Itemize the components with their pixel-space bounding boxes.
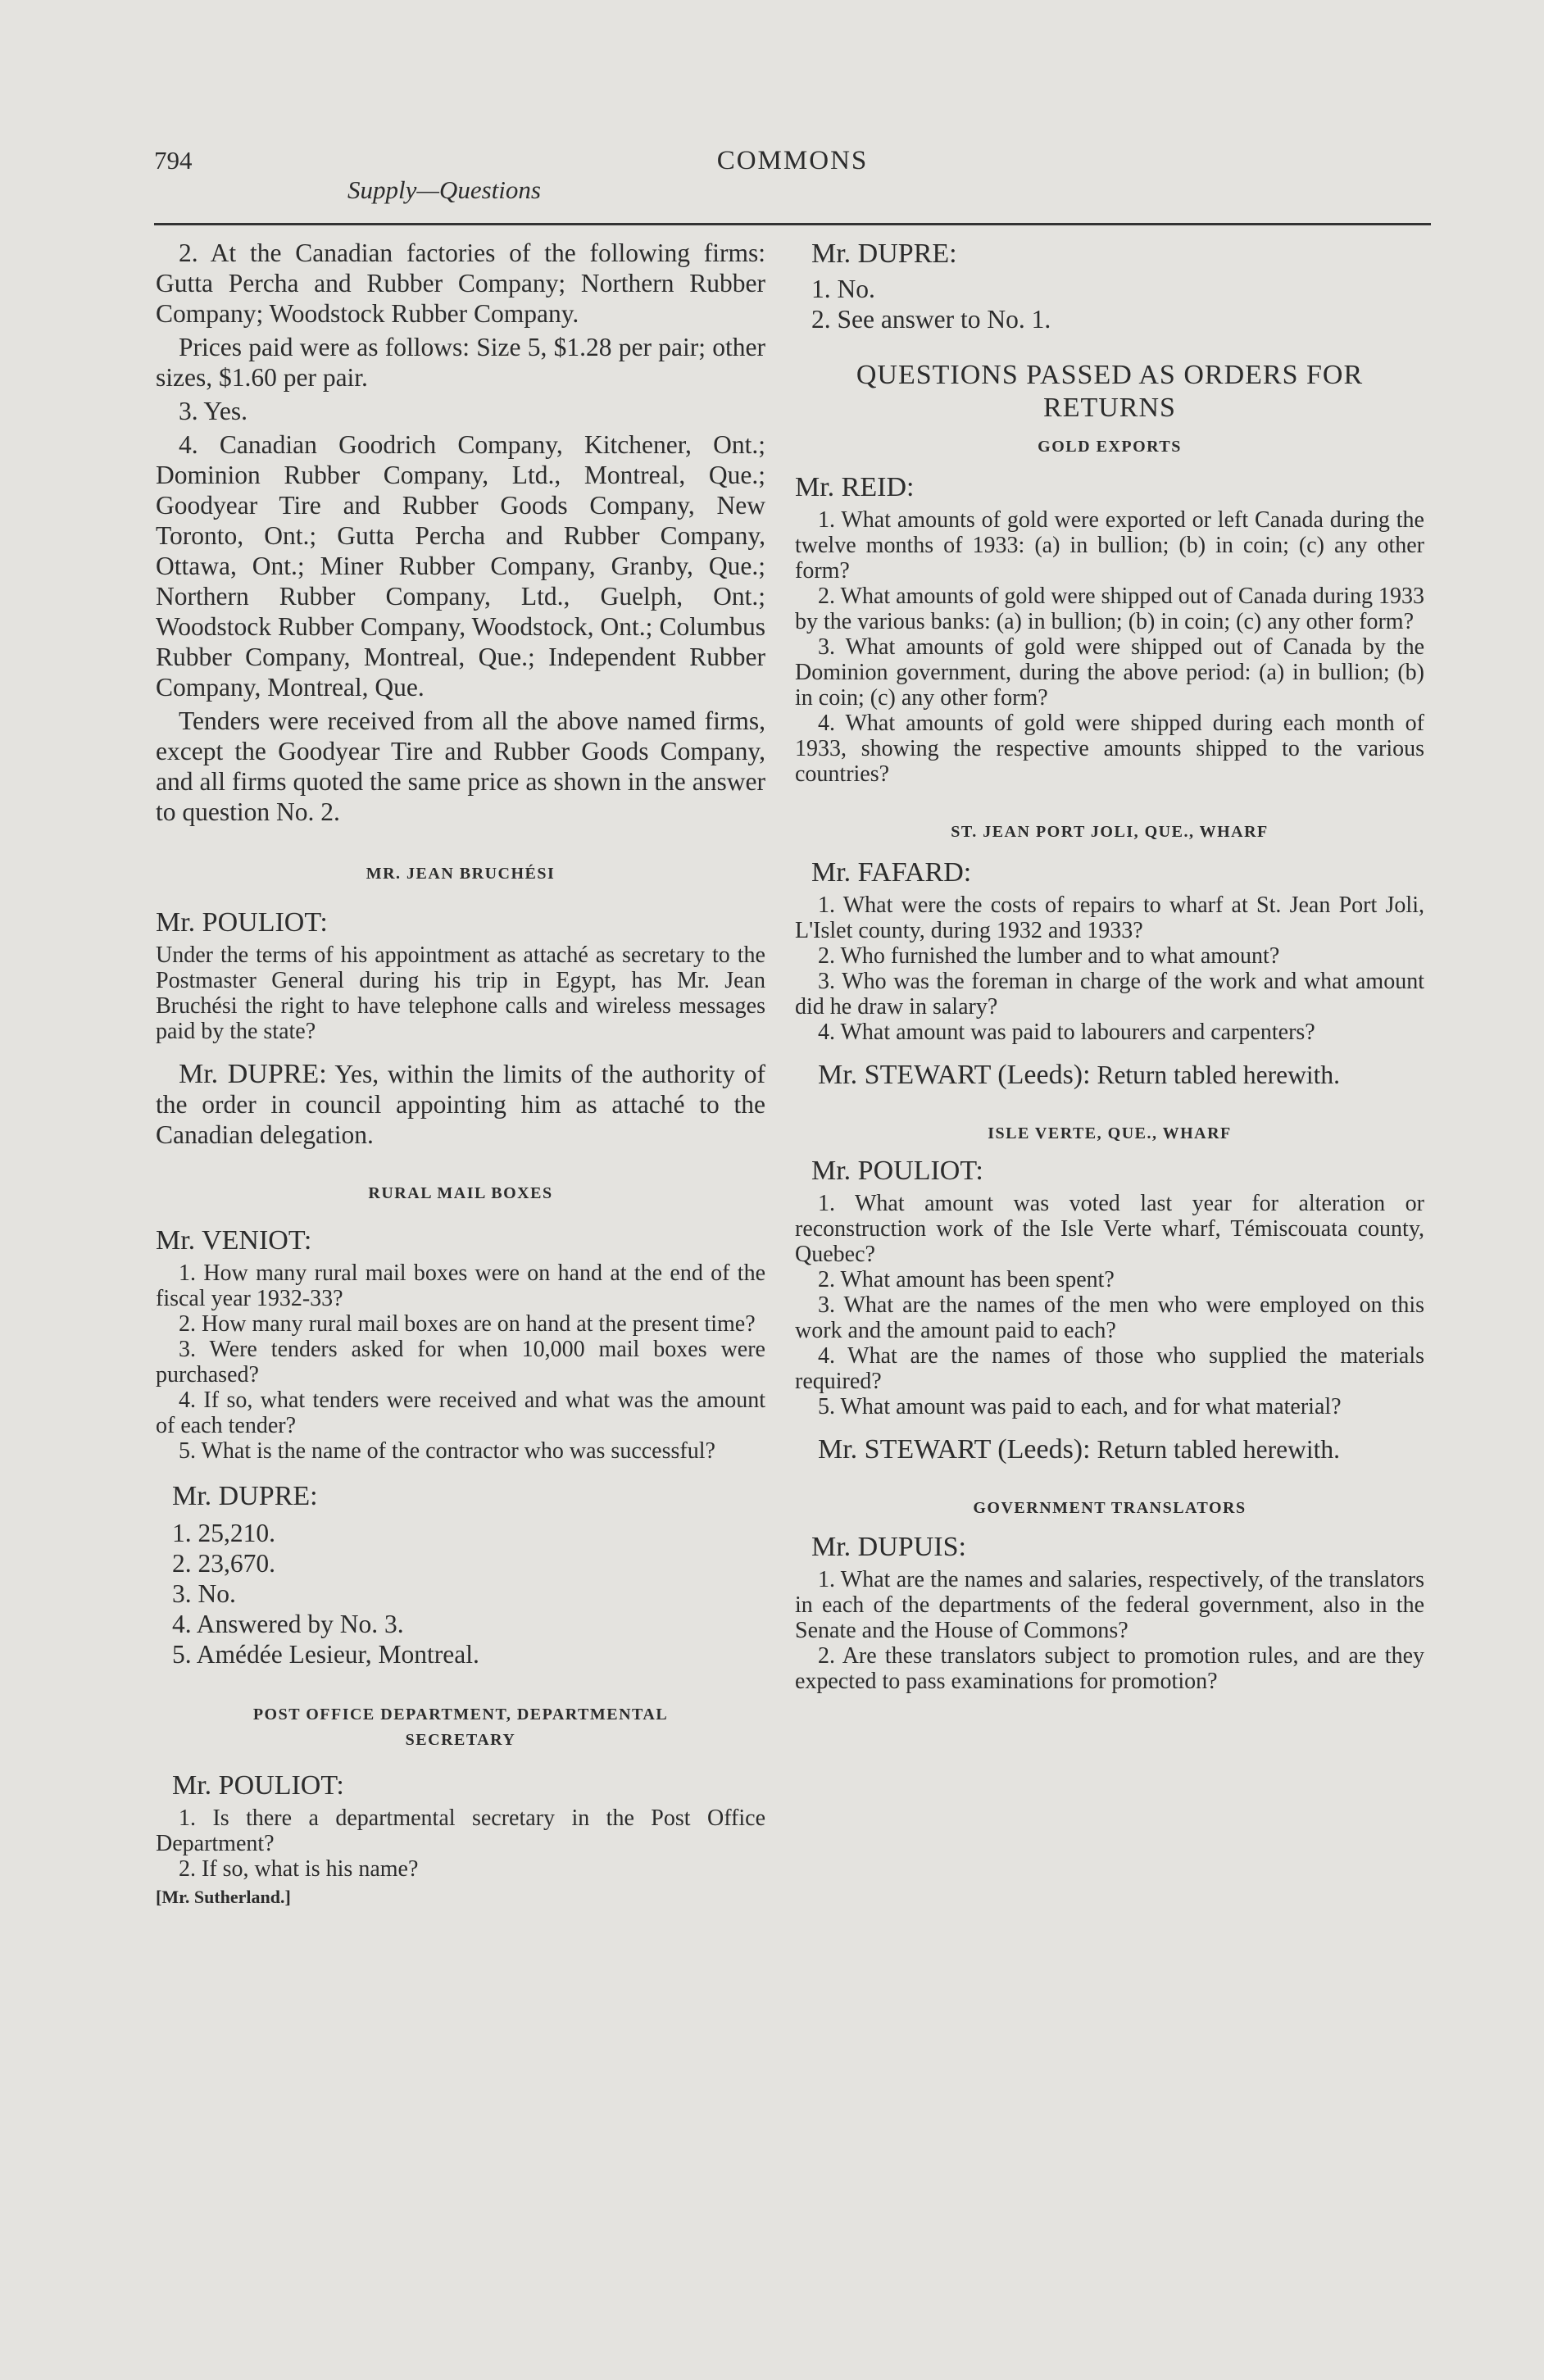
list-item: 2. 23,670. (172, 1549, 275, 1578)
section-heading: ST. JEAN PORT JOLI, QUE., WHARF (951, 823, 1269, 841)
question: 3. What amounts of gold were shipped out of Canada by the Dominion government, during the above period: (a) in bullion; (b) in coin; (c) any other form? (795, 634, 1424, 711)
question: 3. Were tenders asked for when 10,000 mail boxes were purchased? (156, 1337, 765, 1388)
question: 3. Who was the foreman in charge of the work and what amount did he draw in salary? (795, 969, 1424, 1020)
left-column (156, 238, 765, 1908)
speaker: Mr. DUPUIS: (811, 1532, 966, 1562)
question: 2. Are these translators subject to promotion rules, and are they expected to pass examinations for promotion? (795, 1643, 1424, 1694)
section-heading: MR. JEAN BRUCHÉSI (366, 865, 556, 883)
list-item: 3. No. (172, 1579, 236, 1608)
question: 1. What amount was voted last year for alteration or reconstruction work of the Isle Verte wharf, Témiscouata county, Quebec? (795, 1191, 1424, 1267)
speaker: Mr. DUPRE: (172, 1481, 318, 1511)
question: 5. What is the name of the contractor who was successful? (179, 1438, 715, 1464)
question: 2. How many rural mail boxes are on hand at the present time? (179, 1311, 756, 1337)
question: 2. If so, what is his name? (179, 1856, 419, 1882)
list-item: 1. 25,210. (172, 1519, 275, 1547)
question: 1. What amounts of gold were exported or left Canada during the twelve months of 1933: (a) in bullion; (b) in coin; (c) any other form? (795, 507, 1424, 584)
question: 2. What amount has been spent? (818, 1267, 1115, 1292)
list-item: 2. See answer to No. 1. (811, 305, 1051, 334)
paragraph: Prices paid were as follows: Size 5, $1.28 per pair; other sizes, $1.60 per pair. (156, 333, 765, 392)
question: 1. How many rural mail boxes were on hand at the end of the fiscal year 1932-33? (156, 1260, 765, 1311)
speaker: Mr. POULIOT: (811, 1156, 983, 1186)
question: 1. What were the costs of repairs to wharf at St. Jean Port Joli, L'Islet county, during 1932 and 1933? (795, 892, 1424, 943)
question: 5. What amount was paid to each, and for what material? (818, 1394, 1342, 1419)
question: 4. What amounts of gold were shipped during each month of 1933, showing the respective amounts shipped to the various countries? (795, 711, 1424, 787)
list-item: 4. Answered by No. 3. (172, 1610, 404, 1638)
speaker: Mr. FAFARD: (811, 857, 972, 888)
section-heading: POST OFFICE DEPARTMENT, DEPARTMENTAL (252, 1706, 669, 1724)
header-rule (154, 223, 1431, 225)
answer-text: Return tabled herewith. (1090, 1435, 1340, 1464)
section-title: QUESTIONS PASSED AS ORDERS FOR RETURNS (856, 360, 1364, 423)
speaker: Mr. DUPRE: (179, 1059, 327, 1089)
question: 1. What are the names and salaries, respectively, of the translators in each of the departments of the federal government, also in the Senate and the House of Commons? (795, 1567, 1424, 1643)
subject-line: Supply—Questions (347, 175, 541, 204)
speaker: Mr. DUPRE: (811, 238, 957, 269)
question: 4. What amount was paid to labourers and carpenters? (818, 1020, 1315, 1045)
answer-text: Yes, within the limits of the authority of the order in council appointing him as attaché to the Canadian delegation. (156, 1060, 765, 1149)
paragraph: 2. At the Canadian factories of the following firms: Gutta Percha and Rubber Company; Northern Rubber Company; Woodstock Rubber Company. (156, 238, 765, 328)
page-number: 794 (154, 146, 193, 175)
speaker: Mr. REID: (795, 472, 915, 502)
speaker: Mr. STEWART (Leeds): (818, 1060, 1091, 1090)
paragraph: Tenders were received from all the above named firms, except the Goodyear Tire and Rubber Goods Company, and all firms quoted the same price as shown in the answer to question No. 2. (156, 706, 765, 826)
question: Under the terms of his appointment as attaché as secretary to the Postmaster General during his trip in Egypt, has Mr. Jean Bruchési the right to have telephone calls and wireless messages paid by the state? (156, 942, 765, 1044)
question: 2. Who furnished the lumber and to what amount? (818, 943, 1280, 969)
question: 3. What are the names of the men who were employed on this work and the amount paid to each? (795, 1292, 1424, 1343)
section-heading: GOVERNMENT TRANSLATORS (973, 1499, 1247, 1517)
speaker: Mr. STEWART (Leeds): (818, 1434, 1091, 1465)
section-heading: ISLE VERTE, QUE., WHARF (988, 1124, 1232, 1142)
right-column (795, 238, 1424, 1694)
list-item: 5. Amédée Lesieur, Montreal. (172, 1640, 479, 1669)
section-heading: GOLD EXPORTS (1038, 438, 1182, 456)
answer-text: Return tabled herewith. (1090, 1061, 1340, 1089)
section-heading: SECRETARY (405, 1731, 516, 1749)
page-note: [Mr. Sutherland.] (156, 1887, 291, 1907)
answer (795, 1060, 1424, 1090)
running-head: COMMONS (716, 146, 869, 175)
speaker: Mr. POULIOT: (156, 907, 328, 938)
answer (156, 1059, 765, 1150)
section-heading: RURAL MAIL BOXES (368, 1184, 553, 1202)
question: 4. If so, what tenders were received and what was the amount of each tender? (156, 1388, 765, 1438)
question: 4. What are the names of those who supplied the materials required? (795, 1343, 1424, 1394)
speaker: Mr. VENIOT: (156, 1225, 312, 1256)
speaker: Mr. POULIOT: (172, 1770, 344, 1801)
question: 2. What amounts of gold were shipped out of Canada during 1933 by the various banks: (a) in bullion; (b) in coin; (c) any other form? (795, 584, 1424, 634)
paragraph: 4. Canadian Goodrich Company, Kitchener, Ont.; Dominion Rubber Company, Ltd., Montreal, Que.; Goodyear Tire and Rubber Goods Company, New Toronto, Ont.; Gutta Percha and Rubber Company, Ottawa, Ont.; Miner Rubber Company, Granby, Que.; Northern Rubber Company, Ltd., Guelph, Ont.; Woodstock Rubber Company, Woodstock, Ont.; Columbus Rubber Company, Montreal, Que.; Independent Rubber Company, Montreal, Que. (156, 430, 765, 702)
paragraph: 3. Yes. (179, 397, 248, 425)
question: 1. Is there a departmental secretary in the Post Office Department? (156, 1805, 765, 1856)
list-item: 1. No. (811, 275, 875, 303)
answer (795, 1434, 1424, 1465)
